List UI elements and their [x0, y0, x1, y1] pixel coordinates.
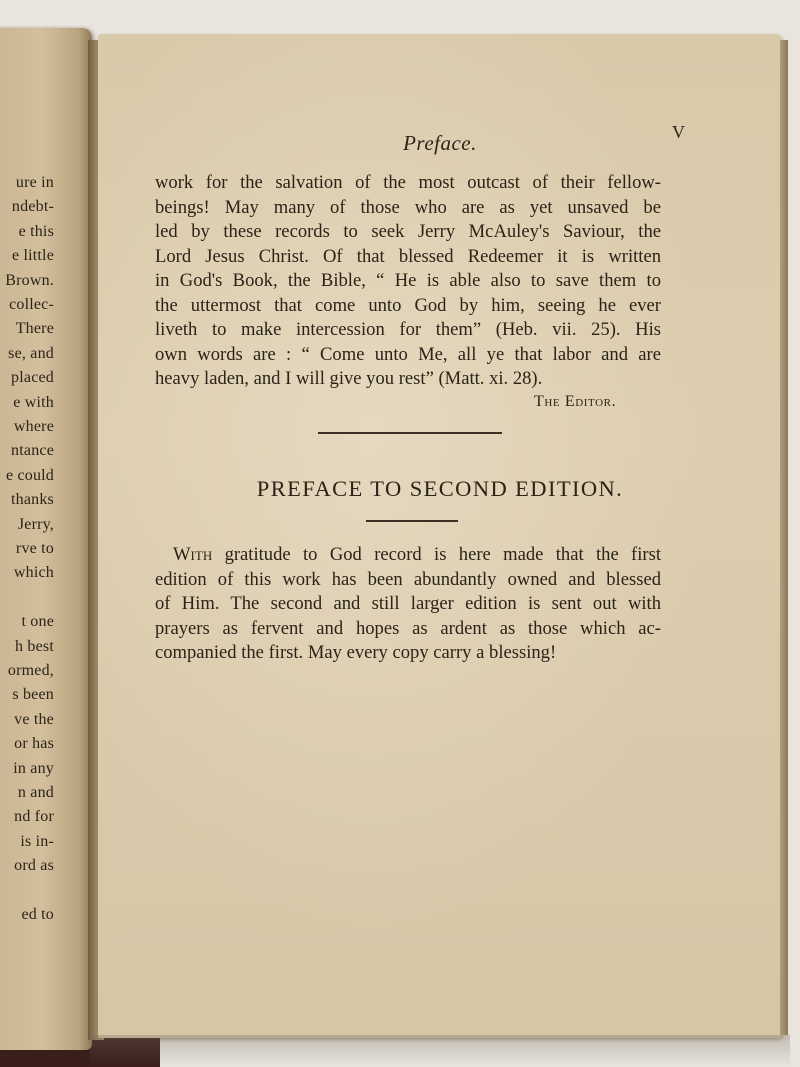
left-page-text-fragment: thanks: [11, 491, 54, 509]
left-page-text-fragment: nd for: [14, 808, 54, 826]
section-heading: PREFACE TO SECOND EDITION.: [256, 476, 624, 501]
left-page-text-fragment: s been: [12, 686, 54, 704]
text-line: own words are : “ Come unto Me, all ye that labor and are: [155, 343, 661, 365]
left-page-text-fragment: collec-: [9, 296, 54, 313]
left-page: [0, 28, 92, 1050]
left-page-text-fragment: e this: [18, 222, 54, 240]
text-line: liveth to make intercession for them” (Heb. vii. 25). His: [155, 319, 661, 340]
left-page-text-fragment: There: [15, 320, 54, 338]
right-page: [98, 34, 782, 1038]
table-shadow: [90, 1035, 790, 1067]
left-page-text-fragment: placed: [11, 369, 54, 387]
left-page-text-fragment: ormed,: [7, 662, 54, 679]
first-passage: [155, 171, 661, 392]
lead-word: With: [173, 544, 213, 565]
left-page-text-fragment: which: [13, 564, 54, 582]
left-page-text-fragment: or has: [14, 735, 54, 753]
text-line: work for the salvation of the most outcast of their fellow-: [155, 172, 661, 193]
left-page-text-fragment: ndebt-: [11, 198, 54, 216]
left-page-text-fragment: se, and: [8, 344, 54, 362]
second-passage: [155, 543, 661, 666]
left-page-text-fragment: ord as: [14, 857, 54, 875]
text-line: edition of this work has been abundantly owned and blessed: [155, 568, 661, 590]
text-line: companied the first. May every copy carry a blessing!: [155, 642, 557, 663]
left-page-text-fragment: e could: [5, 466, 54, 484]
left-page-text-fragment: rve to: [15, 540, 54, 557]
left-page-text-fragment: ntance: [11, 442, 54, 460]
left-page-text-fragment: t one: [21, 613, 54, 631]
text-line: led by these records to seek Jerry McAuley's Saviour, the: [155, 221, 661, 242]
left-page-text-fragment: in any: [13, 759, 54, 777]
left-page-text-fragment: n and: [17, 784, 54, 801]
running-head: Preface.: [403, 131, 477, 155]
page-number: V: [672, 122, 685, 142]
text-line: the uttermost that come unto God by him, seeing he ever: [155, 294, 661, 316]
heading-rule: [366, 520, 458, 522]
left-page-text-fragment: ed to: [21, 906, 54, 923]
page-edges: [780, 40, 788, 1035]
section-divider: [318, 432, 502, 434]
left-page-text-fragment: ure in: [15, 174, 54, 191]
left-page-text-fragment: Jerry,: [17, 515, 54, 533]
text-line: Lord Jesus Christ. Of that blessed Redeemer it is written: [155, 245, 661, 267]
text-line-rest: gratitude to God record is here made that the first: [212, 544, 661, 565]
text-line: in God's Book, the Bible, “ He is able also to save them to: [155, 270, 661, 291]
left-page-text-fragment: is in-: [20, 832, 54, 850]
left-page-text-fragment: h best: [15, 637, 54, 655]
text-line: heavy laden, and I will give you rest” (Matt. xi. 28).: [155, 368, 543, 389]
left-page-text-fragment: where: [13, 418, 54, 435]
text-line: prayers as fervent and hopes as ardent as those which ac-: [155, 617, 661, 639]
text-line: [155, 543, 661, 568]
left-page-text-fragment: ve the: [14, 710, 54, 728]
left-page-text-fragment: e with: [13, 393, 54, 411]
left-page-text-fragment: e little: [11, 247, 54, 265]
text-line: of Him. The second and still larger edition is sent out with: [155, 593, 661, 614]
left-page-text-fragment: Brown.: [5, 271, 54, 289]
editor-signature: The Editor.: [534, 393, 617, 410]
text-line: beings! May many of those who are as yet unsaved be: [155, 196, 661, 218]
